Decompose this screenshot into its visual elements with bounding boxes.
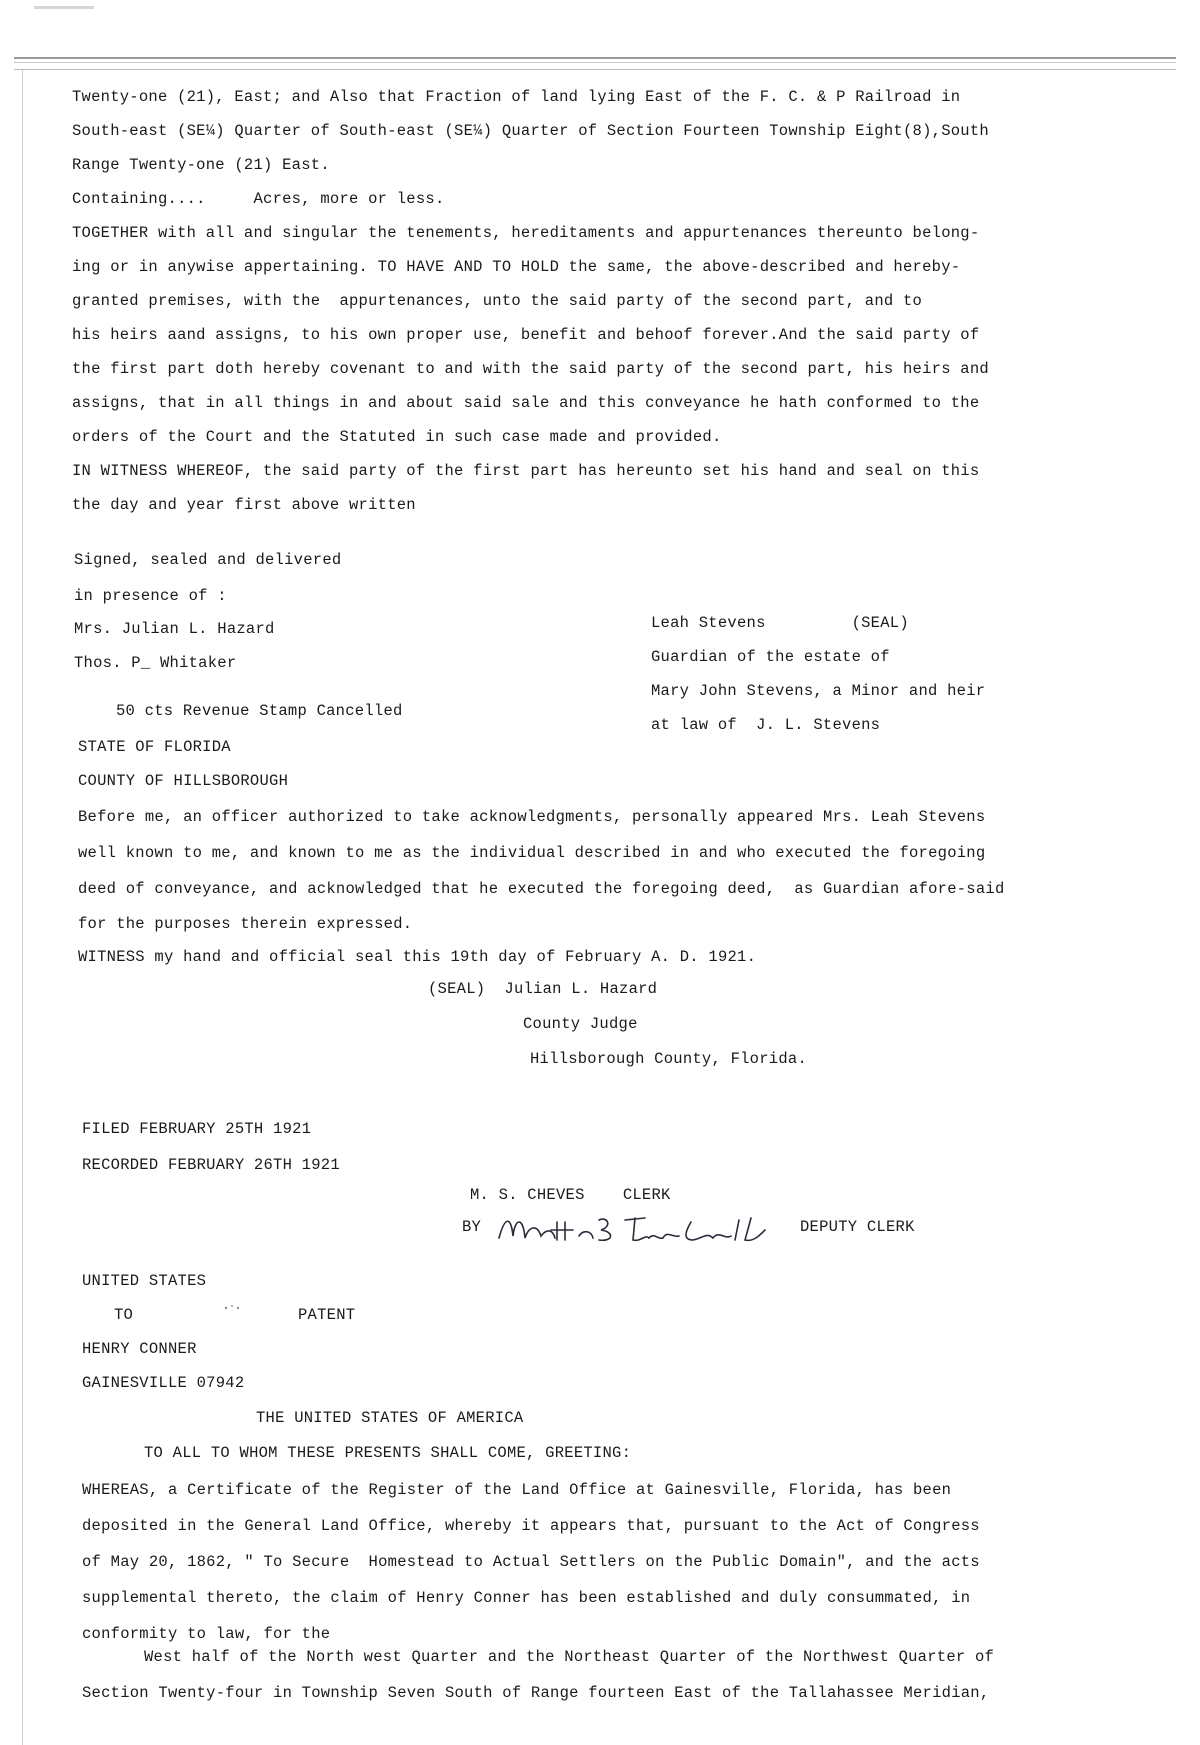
- top-rule: [14, 57, 1176, 70]
- grantor-capacity: at law of J. L. Stevens: [651, 716, 881, 734]
- deed-line: TOGETHER with all and singular the tenements, hereditaments and appurtenances thereunto belong-: [72, 224, 980, 242]
- witness-name: Mrs. Julian L. Hazard: [74, 620, 275, 638]
- deed-line: Twenty-one (21), East; and Also that Fraction of land lying East of the F. C. & P Railroad in: [72, 88, 961, 106]
- deed-line: Range Twenty-one (21) East.: [72, 156, 330, 174]
- land-description-line: Section Twenty-four in Township Seven South of Range fourteen East of the Tallahassee Meridian,: [82, 1684, 990, 1702]
- land-description-line: West half of the North west Quarter and the Northeast Quarter of the Northwest Quarter of: [144, 1648, 995, 1666]
- deed-line: ing or in anywise appertaining. TO HAVE AND TO HOLD the same, the above-described and hereby-: [72, 258, 961, 276]
- deed-line: assigns, that in all things in and about said sale and this conveyance he hath conformed to the: [72, 394, 980, 412]
- patent-to: TO: [114, 1306, 134, 1324]
- deed-line: his heirs aand assigns, to his own proper use, benefit and behoof forever.And the said party of: [72, 326, 980, 344]
- deputy-clerk-signature: [495, 1208, 785, 1254]
- acknowledgment-line: for the purposes therein expressed.: [78, 915, 413, 933]
- patent-grantee: HENRY CONNER: [82, 1340, 197, 1358]
- county-heading: COUNTY OF HILLSBOROUGH: [78, 772, 289, 790]
- deed-line: the day and year first above written: [72, 496, 416, 514]
- grantor-capacity: Guardian of the estate of: [651, 648, 890, 666]
- judge-county: Hillsborough County, Florida.: [530, 1050, 807, 1068]
- deed-line: IN WITNESS WHEREOF, the said party of the first part has hereunto set his hand and seal on this: [72, 462, 980, 480]
- acknowledgment-line: deed of conveyance, and acknowledged that he executed the foregoing deed, as Guardian afore-said: [78, 880, 1005, 898]
- witness-name: Thos. P_ Whitaker: [74, 654, 237, 672]
- acknowledgment-line: Before me, an officer authorized to take acknowledgments, personally appeared Mrs. Leah Stevens: [78, 808, 986, 826]
- deed-line: granted premises, with the appurtenances, unto the said party of the second part, and to: [72, 292, 923, 310]
- revenue-stamp-note: 50 cts Revenue Stamp Cancelled: [116, 702, 403, 720]
- acknowledgment-line: WITNESS my hand and official seal this 19th day of February A. D. 1921.: [78, 948, 757, 966]
- patent-line: deposited in the General Land Office, whereby it appears that, pursuant to the Act of Congress: [82, 1517, 980, 1535]
- acknowledgment-line: well known to me, and known to me as the individual described in and who executed the foregoing: [78, 844, 986, 862]
- binding-edge: [22, 70, 37, 1745]
- grantor-capacity: Mary John Stevens, a Minor and heir: [651, 682, 986, 700]
- page-number-fragment: [34, 0, 94, 9]
- patent-greeting: TO ALL TO WHOM THESE PRESENTS SHALL COME, GREETING:: [144, 1444, 632, 1462]
- clerk-name: M. S. CHEVES CLERK: [470, 1186, 671, 1204]
- patent-line: supplemental thereto, the claim of Henry Conner has been established and duly consummated, in: [82, 1589, 971, 1607]
- filed-stamp: FILED FEBRUARY 25TH 1921: [82, 1120, 312, 1138]
- patent-grantor: UNITED STATES: [82, 1272, 207, 1290]
- patent-title: THE UNITED STATES OF AMERICA: [256, 1409, 524, 1427]
- patent-reference: GAINESVILLE 07942: [82, 1374, 245, 1392]
- deputy-clerk-label: DEPUTY CLERK: [800, 1218, 915, 1236]
- deed-line: South-east (SE¼) Quarter of South-east (SE¼) Quarter of Section Fourteen Township Eight(8),South: [72, 122, 989, 140]
- recorded-stamp: RECORDED FEBRUARY 26TH 1921: [82, 1156, 340, 1174]
- presence-line: in presence of :: [74, 587, 227, 605]
- ink-smudge: [222, 1303, 244, 1311]
- deed-line: orders of the Court and the Statuted in such case made and provided.: [72, 428, 722, 446]
- patent-line: conformity to law, for the: [82, 1625, 331, 1643]
- by-label: BY: [462, 1218, 482, 1236]
- patent-type: PATENT: [298, 1306, 356, 1324]
- judge-signature: (SEAL) Julian L. Hazard: [428, 980, 658, 998]
- deed-line: the first part doth hereby covenant to and with the said party of the second part, his heirs and: [72, 360, 989, 378]
- patent-line: of May 20, 1862, " To Secure Homestead to Actual Settlers on the Public Domain", and the acts: [82, 1553, 980, 1571]
- judge-title: County Judge: [523, 1015, 638, 1033]
- grantor-name: Leah Stevens (SEAL): [651, 614, 909, 632]
- signed-sealed-line: Signed, sealed and delivered: [74, 551, 342, 569]
- state-heading: STATE OF FLORIDA: [78, 738, 231, 756]
- deed-line: Containing.... Acres, more or less.: [72, 190, 445, 208]
- patent-line: WHEREAS, a Certificate of the Register of the Land Office at Gainesville, Florida, has been: [82, 1481, 952, 1499]
